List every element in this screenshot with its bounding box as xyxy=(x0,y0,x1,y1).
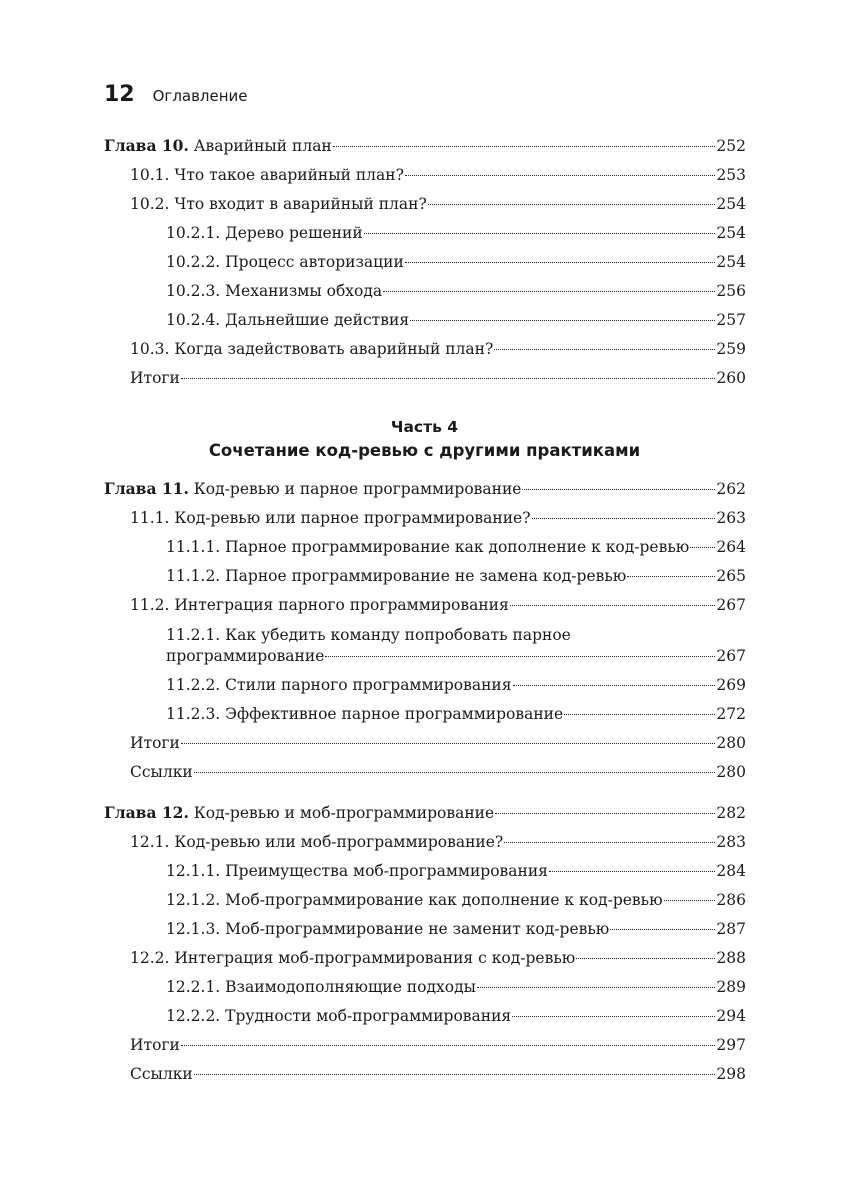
dot-leader xyxy=(495,813,715,814)
page-ref: 259 xyxy=(716,340,746,358)
toc-entry-12-summary[interactable] xyxy=(130,1035,746,1055)
dot-leader xyxy=(364,233,716,234)
page-ref: 252 xyxy=(716,137,746,155)
toc-entry-11-2-2[interactable] xyxy=(166,675,746,695)
entry-title: 10.2.4. Дальнейшие действия xyxy=(166,311,410,329)
page-number: 12 xyxy=(104,82,135,107)
dot-leader xyxy=(522,489,715,490)
part-label: Часть 4 xyxy=(390,418,459,436)
chapter-label: Глава 10. xyxy=(104,136,189,155)
toc-entry-11-1-1[interactable] xyxy=(166,537,746,557)
page-ref: 272 xyxy=(716,705,746,723)
dot-leader xyxy=(664,900,716,901)
page-ref: 294 xyxy=(716,1007,746,1025)
entry-title: Ссылки xyxy=(130,1065,193,1083)
page-ref: 254 xyxy=(716,195,746,213)
page-ref: 256 xyxy=(716,282,746,300)
dot-leader xyxy=(333,146,716,147)
chapter-title: Код-ревью и моб-программирование xyxy=(193,804,495,822)
page-ref: 257 xyxy=(716,311,746,329)
dot-leader xyxy=(532,518,716,519)
toc-entry-11-1[interactable] xyxy=(130,508,746,528)
entry-title: 11.2.3. Эффективное парное программирование xyxy=(166,705,564,723)
page-ref: 263 xyxy=(716,509,746,527)
toc-entry-12-2-2[interactable] xyxy=(166,1006,746,1026)
toc-entry-12-1[interactable] xyxy=(130,832,746,852)
page-ref: 267 xyxy=(716,596,746,614)
toc-entry-11-2-1-line1[interactable]: 11.2.1. Как убедить команду попробовать парное xyxy=(166,626,571,644)
toc-entry-11-2[interactable] xyxy=(130,595,746,615)
dot-leader xyxy=(181,378,716,379)
dot-leader xyxy=(564,714,715,715)
entry-title: 10.3. Когда задействовать аварийный план? xyxy=(130,340,494,358)
dot-leader xyxy=(325,656,715,657)
toc-entry-12-2[interactable] xyxy=(130,948,746,968)
running-head xyxy=(104,82,248,107)
toc-entry-12-2-1[interactable] xyxy=(166,977,746,997)
toc-entry-10-2[interactable] xyxy=(130,194,746,214)
page-ref: 260 xyxy=(716,369,746,387)
page-ref: 284 xyxy=(716,862,746,880)
toc-chapter-12[interactable] xyxy=(104,803,746,823)
dot-leader xyxy=(410,320,715,321)
entry-title: программирование xyxy=(166,647,325,665)
page-ref: 283 xyxy=(716,833,746,851)
toc-entry-10-2-1[interactable] xyxy=(166,223,746,243)
entry-title: 10.2.3. Механизмы обхода xyxy=(166,282,383,300)
page-ref: 254 xyxy=(716,253,746,271)
toc-entry-10-2-4[interactable] xyxy=(166,310,746,330)
entry-title: 12.1.1. Преимущества моб-программирования xyxy=(166,862,548,880)
entry-title: 12.1.2. Моб-программирование как дополнение к код-ревью xyxy=(166,891,663,909)
entry-title: Итоги xyxy=(130,734,180,752)
page-ref: 269 xyxy=(716,676,746,694)
toc-entry-12-1-1[interactable] xyxy=(166,861,746,881)
dot-leader xyxy=(405,175,716,176)
entry-title: Ссылки xyxy=(130,763,193,781)
entry-title: 12.1.3. Моб-программирование не заменит код-ревью xyxy=(166,920,610,938)
dot-leader xyxy=(512,1016,715,1017)
entry-title: 10.2. Что входит в аварийный план? xyxy=(130,195,427,213)
entry-title: 12.2.2. Трудности моб-программирования xyxy=(166,1007,512,1025)
toc-entry-10-2-3[interactable] xyxy=(166,281,746,301)
chapter-label: Глава 12. xyxy=(104,803,189,822)
toc-entry-11-links[interactable] xyxy=(130,762,746,782)
entry-title: 12.2.1. Взаимодополняющие подходы xyxy=(166,978,476,996)
entry-title: 10.2.1. Дерево решений xyxy=(166,224,363,242)
chapter-title: Код-ревью и парное программирование xyxy=(193,480,522,498)
page-ref: 286 xyxy=(716,891,746,909)
page-ref: 297 xyxy=(716,1036,746,1054)
dot-leader xyxy=(428,204,716,205)
entry-title: 12.2. Интеграция моб-программирования с код-ревью xyxy=(130,949,576,967)
chapter-label: Глава 11. xyxy=(104,479,189,498)
page-ref: 253 xyxy=(716,166,746,184)
entry-title: 11.1.2. Парное программирование не замена код-ревью xyxy=(166,567,627,585)
dot-leader xyxy=(513,685,716,686)
page-ref: 264 xyxy=(716,538,746,556)
entry-title: Итоги xyxy=(130,369,180,387)
toc-entry-10-3[interactable] xyxy=(130,339,746,359)
entry-title: Итоги xyxy=(130,1036,180,1054)
toc-entry-12-1-3[interactable] xyxy=(166,919,746,939)
page-ref: 298 xyxy=(716,1065,746,1083)
dot-leader xyxy=(194,1074,716,1075)
entry-title: 10.1. Что такое аварийный план? xyxy=(130,166,404,184)
toc-chapter-10[interactable] xyxy=(104,136,746,156)
toc-entry-11-2-3[interactable] xyxy=(166,704,746,724)
dot-leader xyxy=(627,576,715,577)
dot-leader xyxy=(405,262,716,263)
toc-chapter-11[interactable] xyxy=(104,479,746,499)
toc-entry-11-summary[interactable] xyxy=(130,733,746,753)
entry-title: 11.2. Интеграция парного программирования xyxy=(130,596,509,614)
toc-entry-10-1[interactable] xyxy=(130,165,746,185)
dot-leader xyxy=(690,547,715,548)
entry-title: 10.2.2. Процесс авторизации xyxy=(166,253,404,271)
toc-entry-11-2-1[interactable] xyxy=(166,646,746,666)
page-ref: 288 xyxy=(716,949,746,967)
page-ref: 280 xyxy=(716,763,746,781)
entry-title: 12.1. Код-ревью или моб-программирование? xyxy=(130,833,504,851)
entry-title: 11.2.2. Стили парного программирования xyxy=(166,676,512,694)
entry-title: 11.1.1. Парное программирование как дополнение к код-ревью xyxy=(166,538,690,556)
dot-leader xyxy=(510,605,716,606)
dot-leader xyxy=(576,958,715,959)
entry-title: 11.1. Код-ревью или парное программирование? xyxy=(130,509,531,527)
toc-entry-10-2-2[interactable] xyxy=(166,252,746,272)
dot-leader xyxy=(194,772,716,773)
dot-leader xyxy=(181,743,716,744)
page-ref: 262 xyxy=(716,480,746,498)
toc-entry-11-1-2[interactable] xyxy=(166,566,746,586)
running-title: Оглавление xyxy=(152,87,248,105)
dot-leader xyxy=(383,291,715,292)
page-ref: 267 xyxy=(716,647,746,665)
page-ref: 282 xyxy=(716,804,746,822)
page-ref: 289 xyxy=(716,978,746,996)
dot-leader xyxy=(494,349,715,350)
page-ref: 254 xyxy=(716,224,746,242)
dot-leader xyxy=(549,871,715,872)
toc-entry-10-summary[interactable] xyxy=(130,368,746,388)
page-ref: 265 xyxy=(716,567,746,585)
toc-entry-12-links[interactable] xyxy=(130,1064,746,1084)
toc-entry-12-1-2[interactable] xyxy=(166,890,746,910)
dot-leader xyxy=(610,929,715,930)
part-title: Сочетание код-ревью с другими практиками xyxy=(208,441,641,460)
dot-leader xyxy=(504,842,715,843)
chapter-title: Аварийный план xyxy=(193,137,332,155)
page-ref: 280 xyxy=(716,734,746,752)
dot-leader xyxy=(181,1045,716,1046)
dot-leader xyxy=(477,987,715,988)
page-ref: 287 xyxy=(716,920,746,938)
